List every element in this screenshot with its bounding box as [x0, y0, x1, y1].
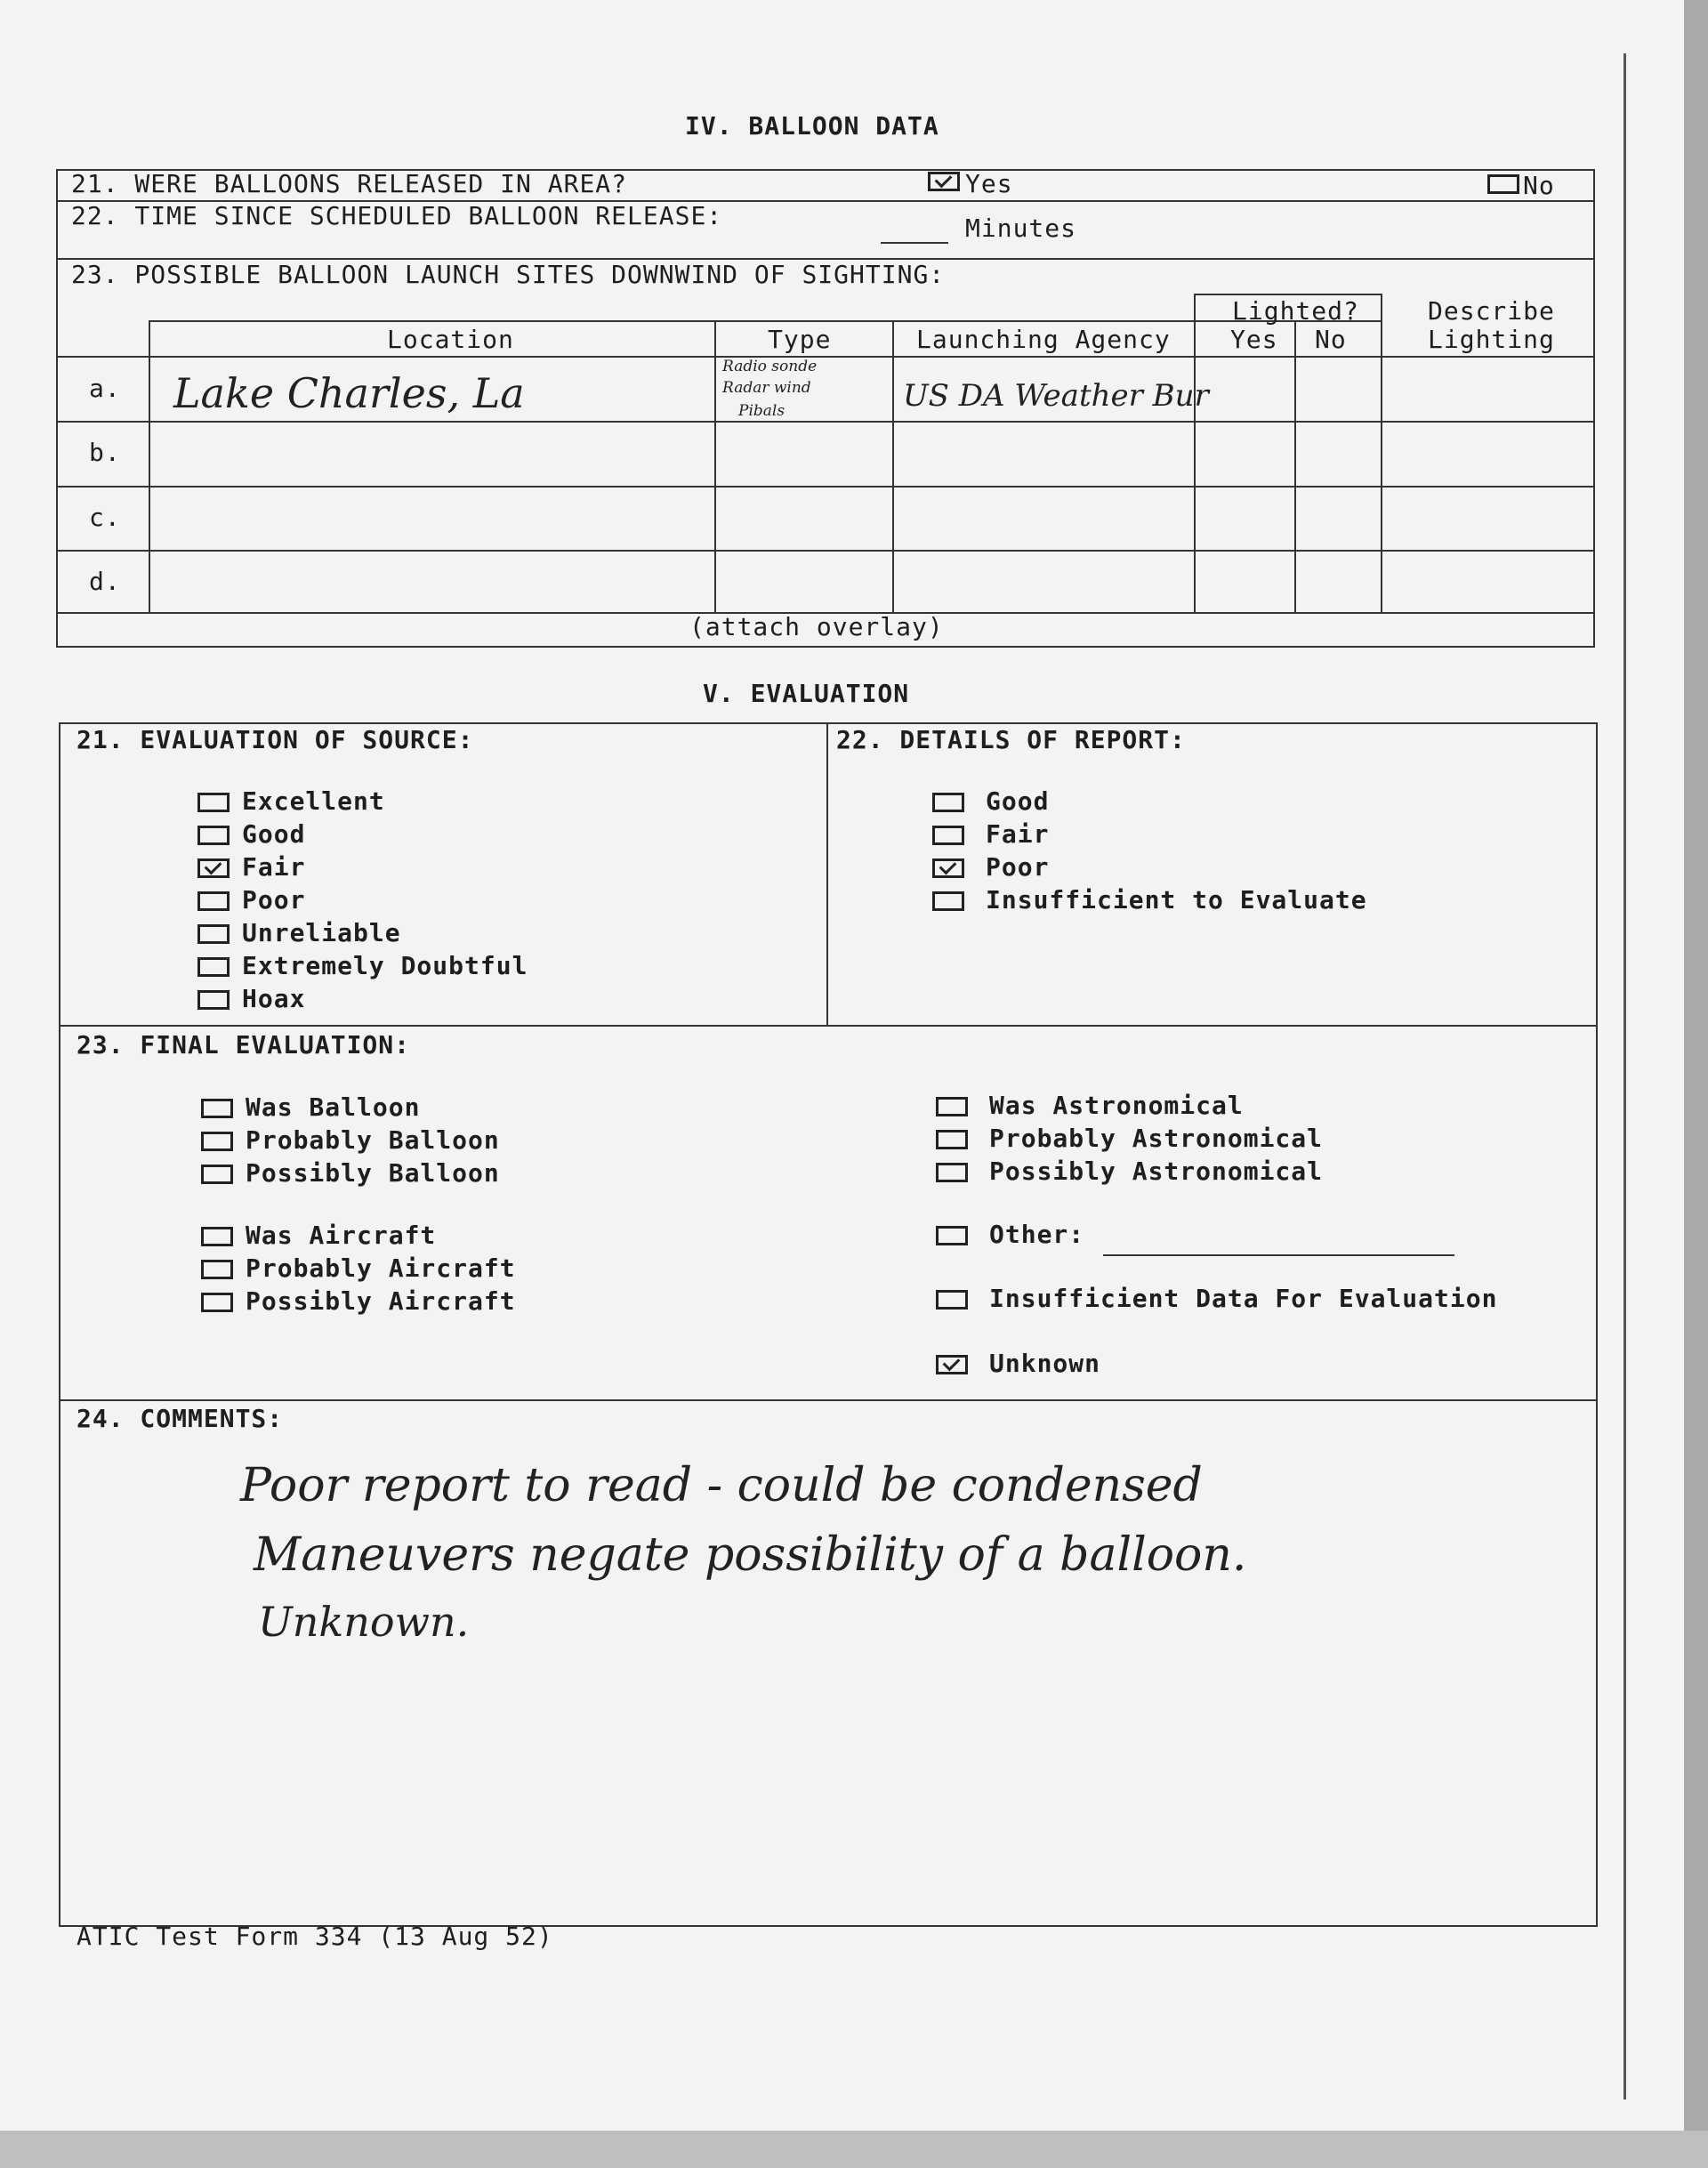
option-label: Was Aircraft	[246, 1221, 437, 1250]
row-a-type: Radio sonde	[722, 358, 818, 375]
option-label: Extremely Doubtful	[242, 951, 528, 980]
yes-checkbox[interactable]	[928, 172, 960, 191]
option-label: Was Balloon	[246, 1092, 421, 1122]
row-a-type: Radar wind	[722, 379, 811, 397]
q21-source-label: 21. EVALUATION OF SOURCE:	[77, 725, 474, 754]
comment-line: Maneuvers negate possibility of a balloon.	[254, 1528, 1247, 1582]
scan-edge	[0, 2131, 1708, 2168]
row-letter: c.	[89, 503, 121, 532]
lighted-no-header: No	[1315, 325, 1347, 354]
fair-checkbox[interactable]	[197, 858, 230, 878]
other-checkbox[interactable]	[936, 1226, 968, 1245]
row-letter: d.	[89, 567, 121, 596]
row-divider	[56, 486, 1595, 488]
yes-label: Yes	[965, 169, 1013, 198]
no-checkbox[interactable]	[1487, 174, 1519, 194]
probably-balloon-checkbox[interactable]	[201, 1132, 233, 1151]
comment-line: Poor report to read - could be condensed	[240, 1459, 1203, 1512]
row-divider	[56, 550, 1595, 552]
section-iv-title: IV. BALLOON DATA	[685, 111, 939, 141]
minutes-blank[interactable]	[881, 242, 948, 244]
q23-launch-sites-label: 23. POSSIBLE BALLOON LAUNCH SITES DOWNWIND OF SIGHTING:	[71, 260, 946, 289]
location-header: Location	[387, 325, 514, 354]
lighted-top-line	[1194, 294, 1381, 295]
details-poor-checkbox[interactable]	[932, 858, 964, 878]
insufficient-data-checkbox[interactable]	[936, 1290, 968, 1310]
section-v-title: V. EVALUATION	[703, 679, 910, 708]
divider	[59, 1399, 1598, 1401]
option-label: Fair	[986, 819, 1050, 849]
probably-aircraft-checkbox[interactable]	[201, 1260, 233, 1279]
possibly-balloon-checkbox[interactable]	[201, 1165, 233, 1184]
agency-header: Launching Agency	[916, 325, 1171, 354]
option-label: Probably Aircraft	[246, 1253, 516, 1283]
option-label: Good	[986, 786, 1050, 816]
row-a-type: Pibals	[738, 402, 786, 420]
was-astronomical-checkbox[interactable]	[936, 1097, 968, 1116]
option-label: Unknown	[989, 1349, 1101, 1378]
option-label: Insufficient to Evaluate	[986, 885, 1367, 915]
option-label: Possibly Balloon	[246, 1158, 500, 1188]
was-balloon-checkbox[interactable]	[201, 1099, 233, 1118]
page-edge-line	[1623, 53, 1626, 2099]
col-line	[149, 320, 150, 612]
comment-line: Unknown.	[258, 1598, 470, 1646]
option-label: Unreliable	[242, 918, 401, 947]
option-label: Good	[242, 819, 306, 849]
good-checkbox[interactable]	[197, 826, 230, 845]
details-fair-checkbox[interactable]	[932, 826, 964, 845]
q24-comments-label: 24. COMMENTS:	[77, 1404, 284, 1433]
col-line	[714, 320, 716, 612]
possibly-astronomical-checkbox[interactable]	[936, 1163, 968, 1182]
lighting-header: Lighting	[1428, 325, 1555, 354]
option-label: Poor	[242, 885, 306, 915]
option-label: Other:	[989, 1220, 1085, 1249]
probably-astronomical-checkbox[interactable]	[936, 1130, 968, 1149]
unknown-checkbox[interactable]	[936, 1355, 968, 1374]
option-label: Possibly Astronomical	[989, 1157, 1324, 1186]
option-label: Probably Astronomical	[989, 1124, 1324, 1153]
row-divider	[56, 421, 1595, 423]
row-letter: a.	[89, 374, 121, 403]
col-line	[892, 320, 894, 612]
poor-checkbox[interactable]	[197, 891, 230, 911]
option-label: Possibly Aircraft	[246, 1286, 516, 1316]
divider	[59, 1025, 1598, 1027]
hoax-checkbox[interactable]	[197, 990, 230, 1010]
type-header: Type	[768, 325, 832, 354]
no-label: No	[1523, 171, 1555, 200]
unreliable-checkbox[interactable]	[197, 924, 230, 944]
describe-header: Describe	[1428, 296, 1555, 326]
row-letter: b.	[89, 438, 121, 467]
option-label: Hoax	[242, 984, 306, 1013]
table-header-bottom	[56, 356, 1595, 358]
other-blank-line[interactable]	[1103, 1254, 1454, 1256]
q21-balloons-label: 21. WERE BALLOONS RELEASED IN AREA?	[71, 169, 628, 198]
possibly-aircraft-checkbox[interactable]	[201, 1293, 233, 1312]
row-a-location: Lake Charles, La	[173, 369, 525, 417]
q22-time-label: 22. TIME SINCE SCHEDULED BALLOON RELEASE:	[71, 201, 723, 230]
table-top-line	[149, 320, 1194, 322]
details-good-checkbox[interactable]	[932, 793, 964, 812]
details-insufficient-checkbox[interactable]	[932, 891, 964, 911]
col-line	[1194, 294, 1196, 612]
was-aircraft-checkbox[interactable]	[201, 1227, 233, 1246]
attach-overlay-note: (attach overlay)	[689, 612, 944, 641]
option-label: Insufficient Data For Evaluation	[989, 1284, 1498, 1313]
lighted-yes-header: Yes	[1230, 325, 1278, 354]
row-a-agency: US DA Weather Bur	[903, 378, 1209, 414]
q23-final-evaluation-label: 23. FINAL EVALUATION:	[77, 1030, 411, 1060]
col-line	[1381, 294, 1382, 612]
option-label: Probably Balloon	[246, 1125, 500, 1155]
lighted-header: Lighted?	[1232, 296, 1359, 326]
col-line	[1294, 320, 1296, 612]
col-divider	[826, 722, 828, 1025]
q22-details-label: 22. DETAILS OF REPORT:	[836, 725, 1186, 754]
excellent-checkbox[interactable]	[197, 793, 230, 812]
extremely-doubtful-checkbox[interactable]	[197, 957, 230, 977]
option-label: Poor	[986, 852, 1050, 882]
minutes-label: Minutes	[965, 214, 1077, 243]
option-label: Fair	[242, 852, 306, 882]
option-label: Excellent	[242, 786, 385, 816]
option-label: Was Astronomical	[989, 1091, 1244, 1120]
form-footer: ATIC Test Form 334 (13 Aug 52)	[77, 1922, 553, 1951]
